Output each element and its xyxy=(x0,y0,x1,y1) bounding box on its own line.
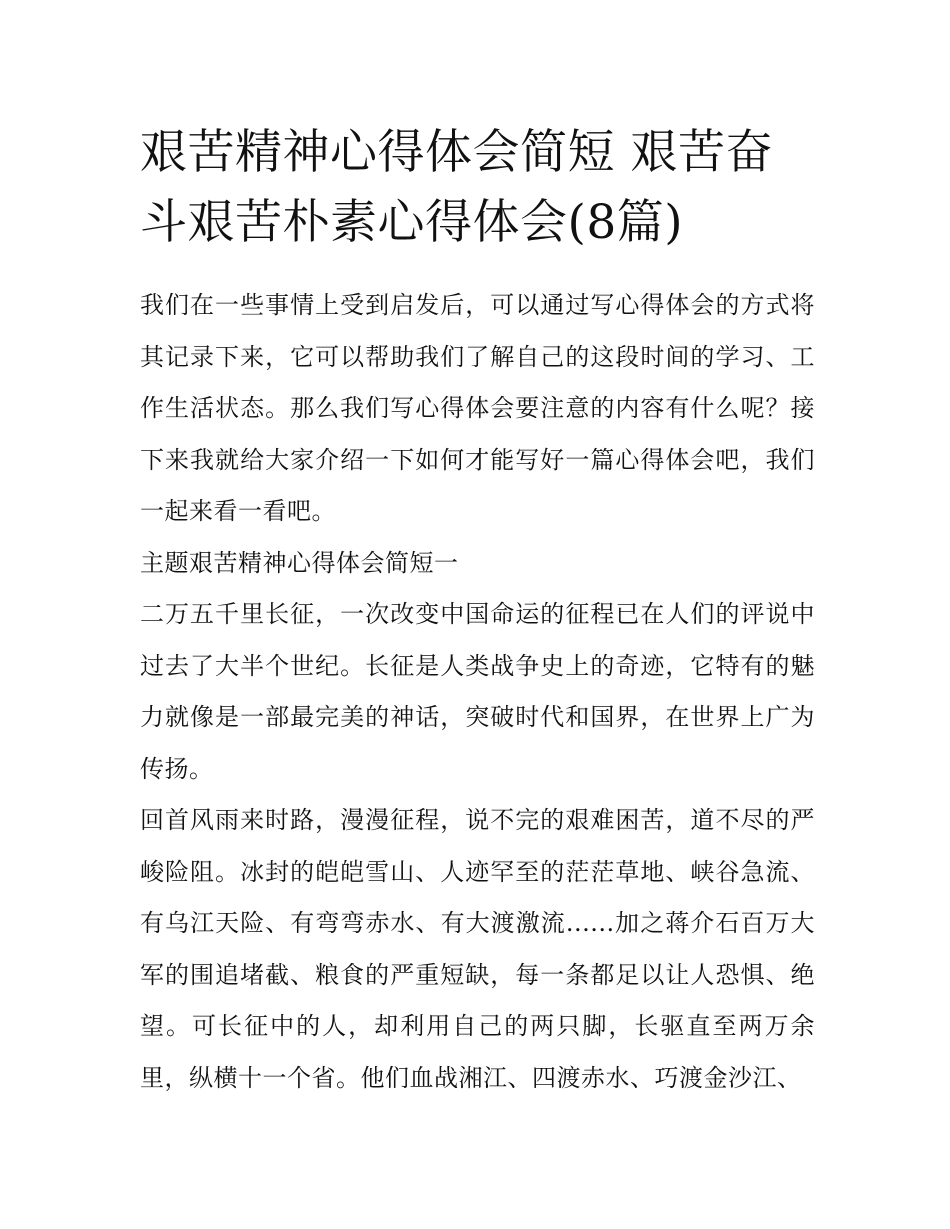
section-heading: 主题艰苦精神心得体会简短一 xyxy=(140,548,459,577)
paragraph-long-march: 二万五千里长征，一次改变中国命运的征程已在人们的评说中过去了大半个世纪。长征是人类战争史上的奇迹，它特有的魅力就像是一部最完美的神话，突破时代和国界，在世界上广为传扬。 xyxy=(140,600,815,783)
document-body xyxy=(140,118,815,1104)
paragraph-hardships: 回首风雨来时路，漫漫征程，说不完的艰难困苦，道不尽的严峻险阻。冰封的皑皑雪山、人迹罕至的茫茫草地、峡谷急流、有乌江天险、有弯弯赤水、有大渡激流......加之蒋介石百万大军的围追堵截、粮食的严重短缺，每一条都足以让人恐惧、绝望。可长征中的人，却利用自己的两只脚，长驱直至两万余里，纵横十一个省。他们血战湘江、四渡赤水、巧渡金沙江、 xyxy=(140,806,815,1092)
paragraph-intro: 我们在一些事情上受到启发后，可以通过写心得体会的方式将其记录下来，它可以帮助我们了解自己的这段时间的学习、工作生活状态。那么我们写心得体会要注意的内容有什么呢？接下来我就给大家介绍一下如何才能写好一篇心得体会吧，我们一起来看一看吧。 xyxy=(140,291,815,525)
document-title: 艰苦精神心得体会简短 艰苦奋斗艰苦朴素心得体会(8篇) xyxy=(140,125,773,250)
